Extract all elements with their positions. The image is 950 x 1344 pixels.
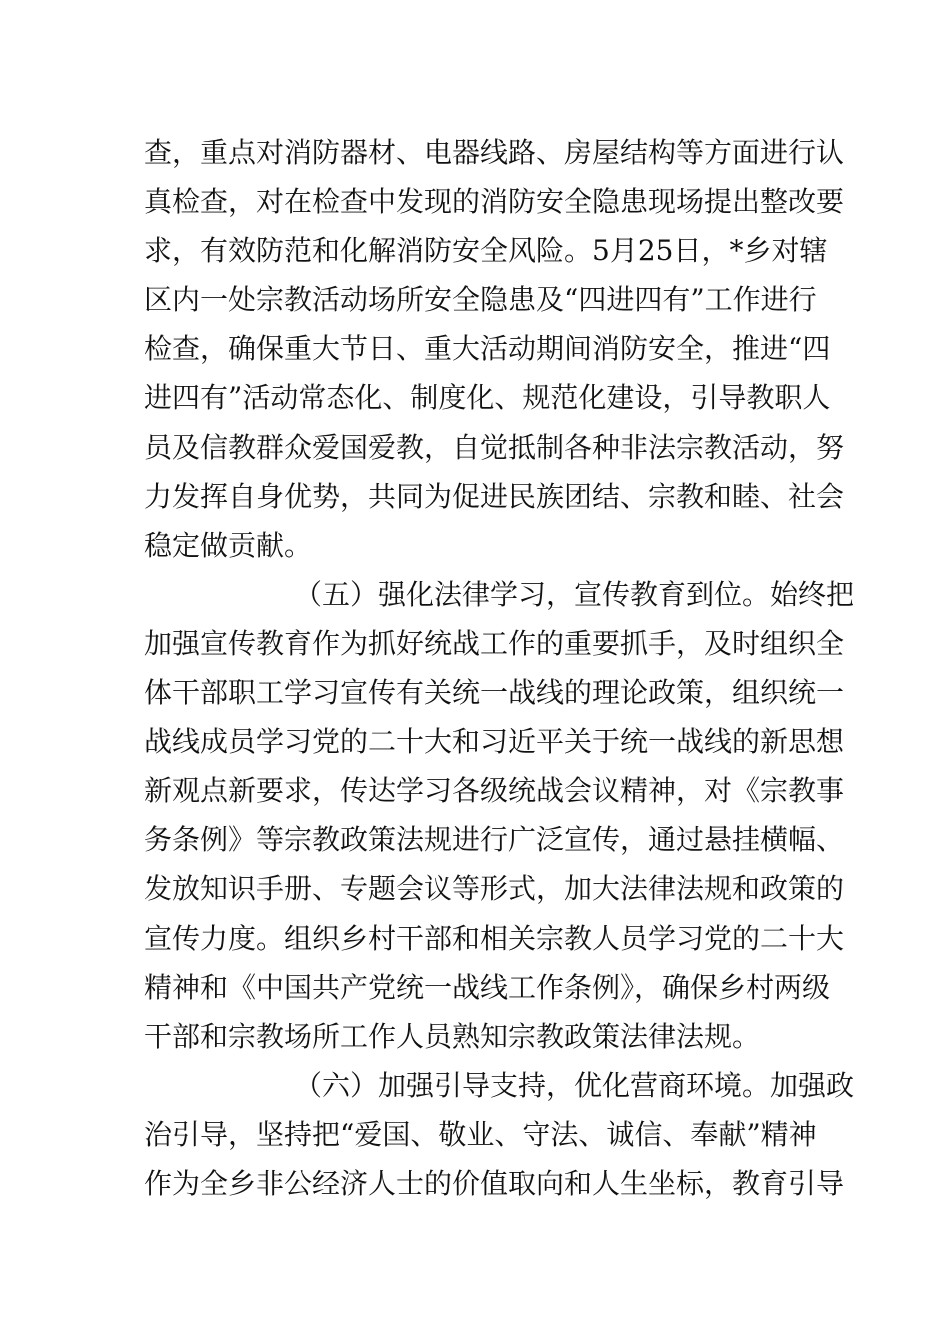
text-line: 新观点新要求，传达学习各级统战会议精神，对《宗教事 xyxy=(144,774,845,808)
text-line: 战线成员学习党的二十大和习近平关于统一战线的新思想 xyxy=(144,725,845,759)
text-line: 务条例》等宗教政策法规进行广泛宣传，通过悬挂横幅、 xyxy=(144,823,845,857)
text-line: 作为全乡非公经济人士的价值取向和人生坐标，教育引导 xyxy=(144,1166,845,1200)
text-line: 查，重点对消防器材、电器线路、房屋结构等方面进行认 xyxy=(144,136,845,169)
text-line: 真检查，对在检查中发现的消防安全隐患现场提出整改要 xyxy=(144,185,845,219)
text-line: 力发挥自身优势，共同为促进民族团结、宗教和睦、社会 xyxy=(144,479,845,513)
text-line: 求，有效防范和化解消防安全风险。5月25日，*乡对辖 xyxy=(144,234,828,268)
paragraph-end-line: 干部和宗教场所工作人员熟知宗教政策法律法规。 xyxy=(144,1019,761,1053)
text-line: 区内一处宗教活动场所安全隐患及“四进四有”工作进行 xyxy=(144,283,817,317)
paragraph-end-line: 稳定做贡献。 xyxy=(144,528,313,562)
text-line: 精神和《中国共产党统一战线工作条例》，确保乡村两级 xyxy=(144,970,831,1004)
section-heading-line: （六）加强引导支持，优化营商环境。加强政 xyxy=(294,1068,855,1102)
text-line: 加强宣传教育作为抓好统战工作的重要抓手，及时组织全 xyxy=(144,626,845,660)
section-heading-line: （五）强化法律学习，宣传教育到位。始终把 xyxy=(294,577,855,611)
document-body xyxy=(144,128,855,1208)
text-line: 宣传力度。组织乡村干部和相关宗教人员学习党的二十大 xyxy=(144,921,845,955)
text-line: 治引导，坚持把“爱国、敬业、守法、诚信、奉献”精神 xyxy=(144,1117,817,1151)
text-line: 进四有”活动常态化、制度化、规范化建设，引导教职人 xyxy=(144,381,831,415)
text-line: 检查，确保重大节日、重大活动期间消防安全，推进“四 xyxy=(144,332,831,366)
text-line: 体干部职工学习宣传有关统一战线的理论政策，组织统一 xyxy=(144,676,845,710)
text-line: 员及信教群众爱国爱教，自觉抵制各种非法宗教活动，努 xyxy=(144,430,845,464)
text-line: 发放知识手册、专题会议等形式，加大法律法规和政策的 xyxy=(144,872,845,906)
